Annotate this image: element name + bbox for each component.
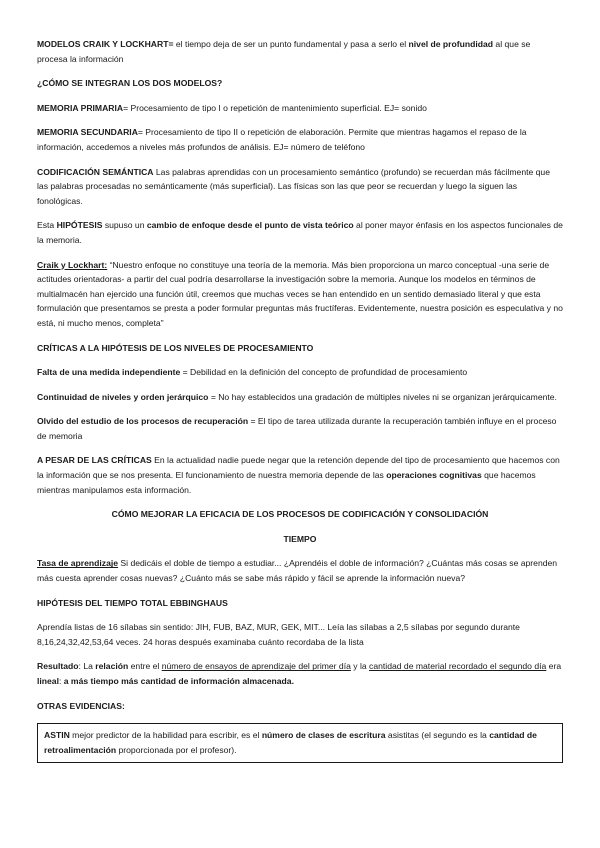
paragraph-level-continuity: Continuidad de niveles y orden jerárquico = No hay establecidos una gradación de múltiples niveles ni se organizan jerárquicamente. — [37, 391, 557, 402]
paragraph-secondary-memory: MEMORIA SECUNDARIA= Procesamiento de tipo II o repetición de elaboración. Permite que mientras hagamos el repaso de la información, accedemos a niveles más profundos de análisis. EJ= número de teléfono — [37, 127, 527, 152]
paragraph-despite-criticisms: A PESAR DE LAS CRÍTICAS En la actualidad nadie puede negar que la retención depende del tipo de procesamiento que hacemos con la información que se nos presenta. El funcionamiento de nuestra memoria depende de las operaciones cognitivas que hacemos mientras manipulamos esta información. — [37, 455, 560, 495]
heading-criticisms: CRÍTICAS A LA HIPÓTESIS DE LOS NIVELES DE PROCESAMIENTO — [37, 342, 314, 353]
paragraph-syllable-lists: Aprendía listas de 16 sílabas sin sentido: JIH, FUB, BAZ, MUR, GEK, MIT... Leía las sílabas a 2,5 sílabas por segundo durante 8,16,24,32,42,53,64 veces. 24 horas después examinaba cuánto recordaba de la lista — [37, 622, 520, 647]
heading-time: TIEMPO — [283, 533, 317, 544]
paragraph-independent-measure: Falta de una medida independiente = Debilidad en la definición del concepto de profundidad de procesamiento — [37, 367, 468, 378]
paragraph-primary-memory: MEMORIA PRIMARIA= Procesamiento de tipo I o repetición de mantenimiento superficial. EJ= sonido — [37, 102, 427, 113]
heading-ebbinghaus: HIPÓTESIS DEL TIEMPO TOTAL EBBINGHAUS — [37, 597, 228, 608]
heading-integration: ¿CÓMO SE INTEGRAN LOS DOS MODELOS? — [37, 78, 223, 89]
heading-other-evidence: OTRAS EVIDENCIAS: — [37, 700, 125, 711]
paragraph-hypothesis: Esta HIPÓTESIS supuso un cambio de enfoque desde el punto de vista teórico al poner mayor énfasis en los aspectos funcionales de la memoria. — [37, 220, 563, 245]
astin-evidence-box — [37, 723, 563, 763]
document-page — [37, 37, 563, 763]
paragraph-semantic-coding: CODIFICACIÓN SEMÁNTICA Las palabras aprendidas con un procesamiento semántico (profundo) se recuerdan más fácilmente que las palabras procesadas no semánticamente (más superficial). Las físicas son las que peor se recuerdan y luego la siguen las fonológicas. — [37, 166, 550, 206]
paragraph-result: Resultado: La relación entre el número de ensayos de aprendizaje del primer día y la cantidad de material recordado el segundo día era lineal: a más tiempo más cantidad de información almacenada. — [37, 661, 562, 686]
paragraph-retrieval-processes: Olvido del estudio de los procesos de recuperación = El tipo de tarea utilizada durante la recuperación también influye en el proceso de memoria — [37, 416, 557, 441]
paragraph-craik-lockhart-quote: Craik y Lockhart: “Nuestro enfoque no constituye una teoría de la memoria. Más bien proporciona un marco conceptual -una serie de actitudes orientadoras- a partir del cual podría desarrollarse la investigación sobre la memoria. Aunque los modelos en términos de multialmacén han ejercido una función útil, creemos que muchas veces se han entendido en un sentido demasiado literal y que esta formulación que presentamos se presta a poder formular preguntas más fructíferas. Evidentemente, nuestra posición es especulativa y no está, ni mucho menos, completa” — [37, 259, 563, 328]
paragraph-craik-lockhart-models: MODELOS CRAIK Y LOCKHART= el tiempo deja de ser un punto fundamental y pasa a serlo el nivel de profundidad al que se procesa la información — [37, 39, 531, 64]
paragraph-astin: ASTIN mejor predictor de la habilidad para escribir, es el número de clases de escritura asistitas (el segundo es la cantidad de retroalimentación proporcionada por el profesor). — [44, 730, 537, 755]
paragraph-learning-rate: Tasa de aprendizaje Si dedicáis el doble de tiempo a estudiar... ¿Aprendéis el doble de información? ¿Cuántas más cosas se aprenden más cuesta aprender cosas nuevas? ¿Cuánto más se sabe más rápido y fácil se aprende la información nueva? — [37, 558, 558, 584]
heading-improve-efficacy: CÓMO MEJORAR LA EFICACIA DE LOS PROCESOS DE CODIFICACIÓN Y CONSOLIDACIÓN — [111, 509, 489, 520]
